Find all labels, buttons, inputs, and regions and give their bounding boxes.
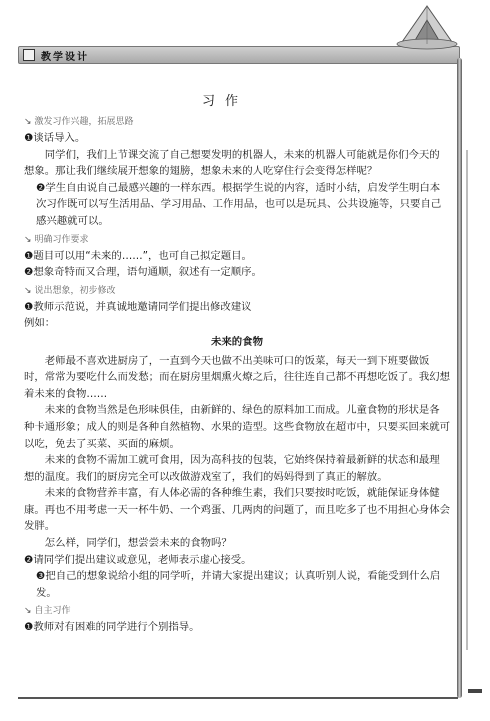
page-title: 习作 [201,94,248,109]
paragraph: ❸把自己的想象说给小组的同学听，并请大家提出建议；认真听别人说，看能受到什么启发。 [36,570,441,599]
header-square-icon [23,49,35,61]
header-label: 教学设计 [41,52,89,63]
book-logo-icon [392,2,462,54]
page-spine-decoration [457,58,462,698]
paragraph: ❷学生自由说自己最感兴趣的一样东西。根据学生说的内容，适时小结，启发学生明白本次习作既可以写生活用品、学习用品、工作用品，也可以是玩具、公共设施等，只要自己感兴趣就可以。 [36,181,442,227]
paragraph: 未来的食物营养丰富，有人体必需的各种维生素，我们只要按时吃饭，就能保证身体健康。再也不用考虑一天一杯牛奶、一个鸡蛋、几两肉的问题了，而且吃多了也不用担心身体会发胖。 [24,487,451,533]
paragraph: ❶谈话导入。 [24,132,86,144]
section-heading-text: 自主习作 [34,606,71,617]
paragraph: 老师最不喜欢进厨房了，一直到今天也做不出美味可口的饭菜，每天一到下班要做饭时，常常为要吃什么而发愁；而在厨房里烟熏火燎之后，往往连自己都不再想吃饭了。我幻想着未来的食物…… [24,354,451,400]
section-heading [24,284,450,299]
paragraph: ❶教师示范说，并真诚地邀请同学们提出修改建议 [24,300,252,313]
section-heading-text: 说出想象，初步修改 [34,285,116,296]
footer-mark [468,689,482,693]
page-edge-line [466,150,468,650]
paragraph: 例如： [24,317,56,330]
content-body [24,112,450,636]
paragraph: ❶题目可以用“未来的……”，也可自己拟定题目。 [24,249,252,262]
arrow-icon: ↘ [24,234,32,245]
paragraph: 未来的食物 [211,335,263,348]
paragraph: ❶教师对有困难的同学进行个别指导。 [24,621,200,634]
paragraph: 同学们，我们上节课交流了自己想要发明的机器人，未来的机器人可能就是你们今天的想象。那让我们继续展开想象的翅膀，想象未来的人吃穿住行会变得怎样呢？ [24,148,440,178]
arrow-icon: ↘ [24,285,32,296]
section-heading-text: 明确习作要求 [34,234,89,245]
section-heading [24,115,450,130]
paragraph: ❷想象奇特而又合理，语句通顺，叙述有一定顺序。 [24,266,262,279]
arrow-icon: ↘ [24,117,32,127]
section-heading [24,604,450,619]
arrow-icon: ↘ [24,606,32,617]
footer-rule [18,697,458,699]
paragraph: 未来的食物不需加工就可食用，因为高科技的包装，它始终保持着最新鲜的状态和最理想的温度。我们的厨房完全可以改做游戏室了，我们的妈妈得到了真正的解放。 [24,454,440,483]
section-heading [24,233,450,248]
paragraph: 未来的食物当然是色形味俱佳，由新鲜的、绿色的原料加工而成。儿童食物的形状是各种卡通形象；成人的则是各种自然植物、水果的造型。这些食物放在超市中，只要买回来就可以吃，免去了买菜、买面的麻烦。 [24,404,451,450]
section-heading-text: 激发习作兴趣，拓展思路 [34,117,134,127]
paragraph: ❷请同学们提出建议或意见，老师表示虚心接受。 [24,553,252,566]
paragraph: 怎么样，同学们，想尝尝未来的食物吗？ [44,537,232,550]
